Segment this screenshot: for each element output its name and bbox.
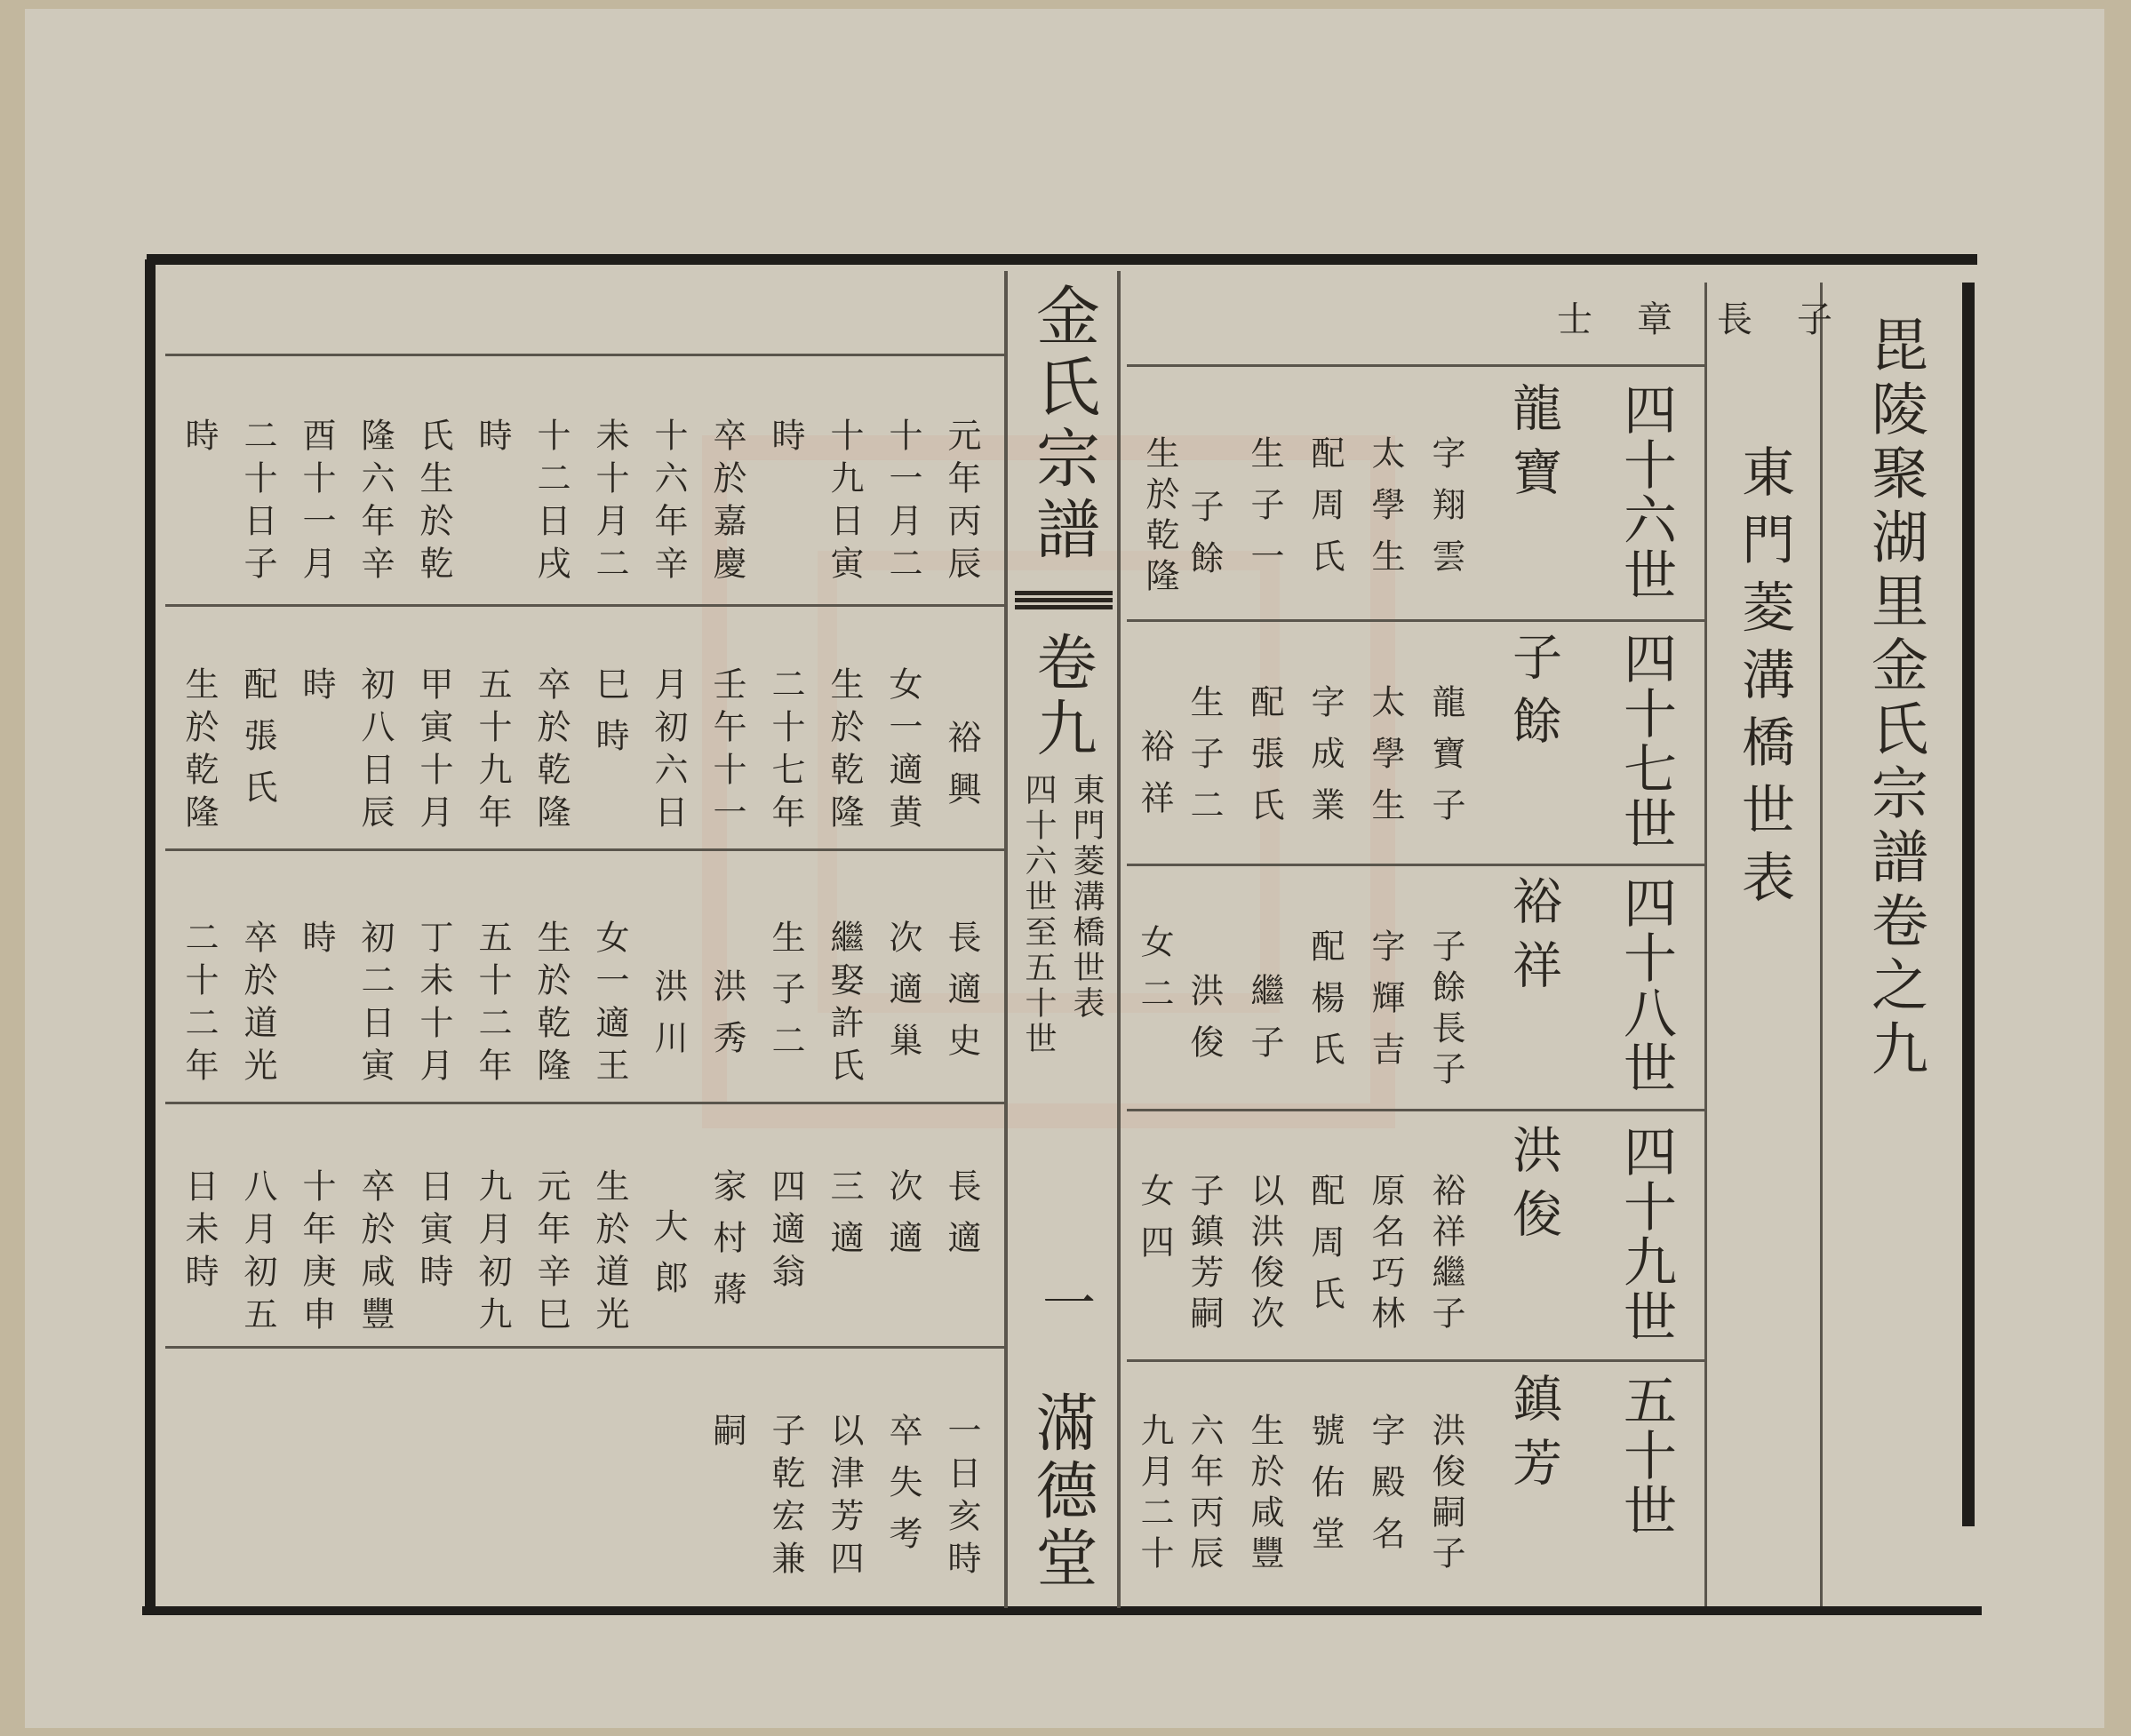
center-hall-name: 滿德堂 xyxy=(1026,1390,1098,1593)
right-cell-text: 裕祥繼子 xyxy=(1426,1173,1465,1336)
left-row-rule-4 xyxy=(165,1102,1004,1104)
left-row-rule-1 xyxy=(165,354,1004,356)
left-cell-text: 女一適王 xyxy=(590,920,629,1090)
left-cell-text: 四適翁 xyxy=(766,1168,805,1296)
right-cell-text: 配楊氏 xyxy=(1305,928,1345,1083)
left-cell-text: 二十七年 xyxy=(766,666,805,837)
left-cell-text: 卒失考 xyxy=(883,1413,922,1567)
right-cell-text: 生於咸豐 xyxy=(1245,1413,1284,1576)
left-cell-text: 日寅時 xyxy=(414,1168,453,1296)
lineage-name-g49: 洪俊 xyxy=(1504,1124,1562,1252)
frame-top xyxy=(147,254,1977,265)
left-cell-text: 一日亥時 xyxy=(942,1413,981,1583)
left-cell-text: 女一適黄 xyxy=(883,666,922,837)
left-cell-text: 五十二年 xyxy=(473,920,512,1090)
top-note: 士章長子 xyxy=(1557,299,1877,340)
right-cell-text: 繼子 xyxy=(1245,973,1284,1076)
left-cell-text: 時 xyxy=(766,418,805,469)
left-cell-text: 大郎 xyxy=(649,1208,688,1311)
left-cell-text: 隆六年辛 xyxy=(355,418,395,588)
center-subtitle: 東門菱溝橋世表 xyxy=(1068,773,1105,1022)
left-cell-text: 八月初五 xyxy=(238,1168,277,1339)
left-cell-text: 生於乾隆 xyxy=(180,666,219,837)
left-cell-text: 月初六日 xyxy=(649,666,688,837)
section-title: 東門菱溝橋世表 xyxy=(1733,444,1795,917)
right-cell-text: 子餘 xyxy=(1185,489,1224,592)
left-cell-text: 十六年辛 xyxy=(649,418,688,588)
generation-header-47: 四十七世 xyxy=(1615,631,1677,851)
right-cell-text: 生於乾隆 xyxy=(1140,435,1179,599)
right-cell-text: 六年丙辰 xyxy=(1185,1413,1224,1576)
center-volume: 卷九 xyxy=(1026,631,1097,762)
left-cell-text: 二十日子 xyxy=(238,418,277,588)
right-cell-text: 原名巧林 xyxy=(1366,1173,1405,1336)
left-cell-text: 繼娶許氏 xyxy=(825,920,864,1090)
left-cell-text: 生於乾隆 xyxy=(531,920,571,1090)
right-row-rule-3 xyxy=(1127,864,1704,866)
right-row-rule-2 xyxy=(1127,619,1704,622)
left-row-rule-3 xyxy=(165,848,1004,851)
left-cell-text: 元年辛巳 xyxy=(531,1168,571,1339)
left-cell-text: 長適史 xyxy=(942,920,981,1074)
right-cell-text: 字成業 xyxy=(1305,684,1345,839)
right-cell-text: 女二 xyxy=(1135,924,1174,1027)
right-cell-text: 字輝吉 xyxy=(1366,928,1405,1083)
left-cell-text: 初二日寅 xyxy=(355,920,395,1090)
left-cell-text: 壬午十一 xyxy=(707,666,746,837)
left-cell-text: 未十月二 xyxy=(590,418,629,588)
right-row-rule-4 xyxy=(1127,1109,1704,1111)
right-cell-text: 配張氏 xyxy=(1245,684,1284,839)
center-title: 金氏宗譜 xyxy=(1026,283,1100,567)
left-row-rule-5 xyxy=(165,1346,1004,1349)
right-cell-text: 裕祥 xyxy=(1135,729,1174,832)
center-column-left-border xyxy=(1004,271,1008,1608)
left-cell-text: 裕興 xyxy=(942,720,981,823)
left-cell-text: 時 xyxy=(180,418,219,469)
left-cell-text: 卒於道光 xyxy=(238,920,277,1090)
left-cell-text: 三適 xyxy=(825,1168,864,1271)
left-cell-text: 九月初九 xyxy=(473,1168,512,1339)
frame-left xyxy=(145,259,156,1610)
left-cell-text: 五十九年 xyxy=(473,666,512,837)
right-cell-text: 洪俊 xyxy=(1185,973,1224,1076)
left-cell-text: 巳時 xyxy=(590,666,629,769)
title-column-divider xyxy=(1820,283,1823,1606)
left-cell-text: 甲寅十月 xyxy=(414,666,453,837)
frame-bottom xyxy=(142,1606,1982,1615)
left-cell-text: 次適巢 xyxy=(883,920,922,1074)
right-cell-text: 字翔雲 xyxy=(1426,435,1465,590)
right-cell-text: 太學生 xyxy=(1366,684,1405,839)
left-cell-text: 二十二年 xyxy=(180,920,219,1090)
right-cell-text: 子鎮芳嗣 xyxy=(1185,1173,1224,1336)
frame-right xyxy=(1962,283,1975,1526)
right-cell-text: 龍寶子 xyxy=(1426,684,1465,839)
right-cell-text: 太學生 xyxy=(1366,435,1405,590)
left-cell-text: 生於乾隆 xyxy=(825,666,864,837)
left-cell-text: 十一月二 xyxy=(883,418,922,588)
book-title: 毘陵聚湖里金氏宗譜卷之九 xyxy=(1862,315,1927,1083)
right-cell-text: 配周氏 xyxy=(1305,1173,1345,1327)
generation-header-49: 四十九世 xyxy=(1615,1124,1677,1344)
left-cell-text: 丁未十月 xyxy=(414,920,453,1090)
left-cell-text: 十九日寅 xyxy=(825,418,864,588)
right-cell-text: 女四 xyxy=(1135,1173,1174,1276)
left-cell-text: 洪秀 xyxy=(707,968,746,1071)
left-cell-text: 配張氏 xyxy=(238,666,277,821)
left-cell-text: 時 xyxy=(297,666,336,718)
left-cell-text: 元年丙辰 xyxy=(942,418,981,588)
generation-header-48: 四十八世 xyxy=(1615,875,1677,1095)
left-cell-text: 生於道光 xyxy=(590,1168,629,1339)
lineage-name-g50: 鎮芳 xyxy=(1504,1373,1562,1501)
right-cell-text: 洪俊嗣子 xyxy=(1426,1413,1465,1576)
left-cell-text: 卒於嘉慶 xyxy=(707,418,746,588)
center-generation-range: 四十六世至五十世 xyxy=(1020,773,1057,1057)
lineage-name-g47: 子餘 xyxy=(1504,631,1562,759)
left-cell-text: 氏生於乾 xyxy=(414,418,453,588)
left-cell-text: 時 xyxy=(473,418,512,469)
left-cell-text: 初八日辰 xyxy=(355,666,395,837)
left-cell-text: 日未時 xyxy=(180,1168,219,1296)
left-cell-text: 長適 xyxy=(942,1168,981,1271)
left-cell-text: 洪川 xyxy=(649,968,688,1071)
right-row-rule-5 xyxy=(1127,1359,1704,1362)
left-cell-text: 以津芳四 xyxy=(825,1413,864,1583)
right-cell-text: 配周氏 xyxy=(1305,435,1345,590)
generation-header-46: 四十六世 xyxy=(1615,382,1677,602)
left-cell-text: 次適 xyxy=(883,1168,922,1271)
lineage-name-g48: 裕祥 xyxy=(1504,875,1562,1003)
right-cell-text: 生子一 xyxy=(1245,435,1284,590)
left-cell-text: 家村蔣 xyxy=(707,1168,746,1323)
left-cell-text: 生子二 xyxy=(766,920,805,1074)
left-cell-text: 卒於乾隆 xyxy=(531,666,571,837)
right-cell-text: 生子二 xyxy=(1185,684,1224,839)
left-cell-text: 子乾宏兼 xyxy=(766,1413,805,1583)
left-cell-text: 嗣 xyxy=(707,1413,746,1464)
left-cell-text: 時 xyxy=(297,920,336,971)
right-cell-text: 號佑堂 xyxy=(1305,1413,1345,1567)
center-page-number: 一 xyxy=(1034,1275,1096,1337)
lineage-name-g46: 龍寶 xyxy=(1504,382,1562,510)
right-cell-text: 子餘長子 xyxy=(1426,928,1465,1092)
right-cell-text: 以洪俊次 xyxy=(1245,1173,1284,1336)
left-cell-text: 卒於咸豐 xyxy=(355,1168,395,1339)
section-column-divider xyxy=(1704,283,1707,1606)
right-cell-text: 九月二十 xyxy=(1135,1413,1174,1576)
right-cell-text: 字殿名 xyxy=(1366,1413,1405,1567)
right-row-rule-1 xyxy=(1127,364,1704,367)
fish-tail-mark xyxy=(1015,591,1113,610)
generation-header-50: 五十世 xyxy=(1615,1373,1677,1538)
left-cell-text: 十二日戌 xyxy=(531,418,571,588)
center-column-right-border xyxy=(1117,271,1121,1608)
left-row-rule-2 xyxy=(165,604,1004,607)
left-cell-text: 酉十一月 xyxy=(297,418,336,588)
left-cell-text: 十年庚申 xyxy=(297,1168,336,1339)
